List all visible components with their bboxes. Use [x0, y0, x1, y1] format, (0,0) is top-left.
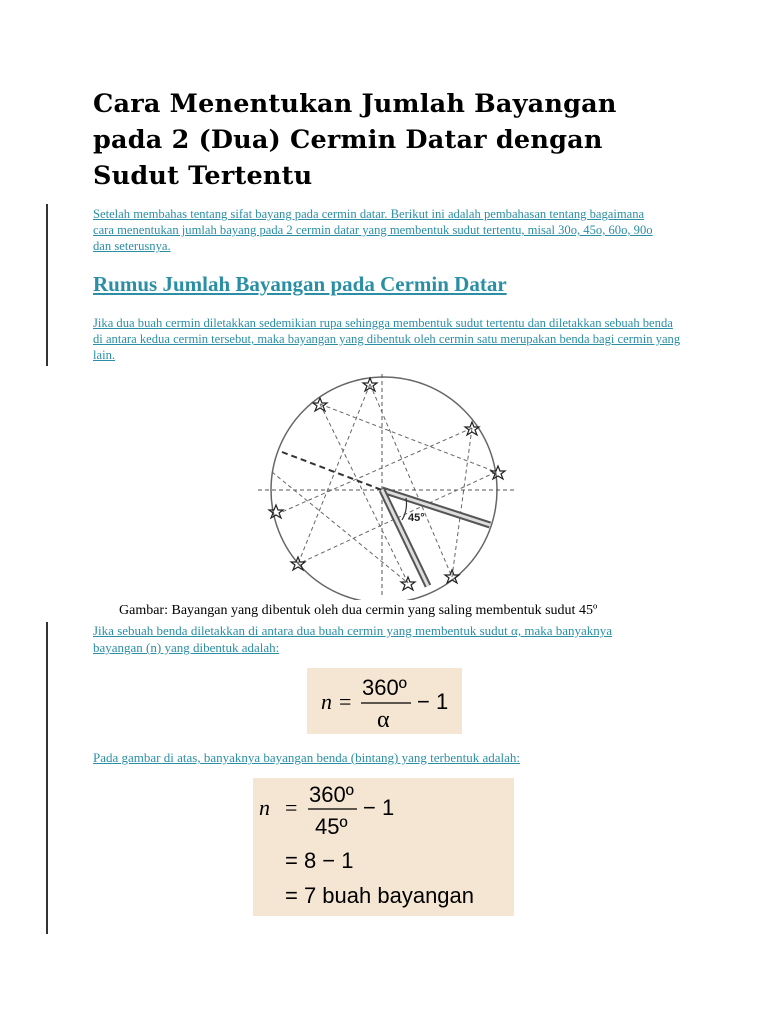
reflection-ray: [452, 428, 472, 577]
mirror-diagram-svg: [258, 372, 518, 600]
left-margin-marker: [46, 622, 48, 934]
reflection-rays: [272, 384, 496, 583]
section-paragraph-link[interactable]: Jika dua buah cermin diletakkan sedemikian rupa sehingga membentuk sudut tertentu dan diletakkan sebuah benda di antara kedua cermin tersebut, maka bayangan yang dibentuk oleh cermin satu merupakan benda bagi cermin yang lain.: [93, 316, 681, 362]
example-intro-link[interactable]: Pada gambar di atas, banyaknya bayangan benda (bintang) yang terbentuk adalah:: [93, 750, 521, 765]
general-formula-box: [307, 668, 462, 734]
formula-equals: =: [339, 689, 352, 714]
angle-arc: [402, 498, 407, 520]
page-title: Cara Menentukan Jumlah Bayangan pada 2 (Dua) Cermin Datar dengan Sudut Tertentu: [93, 89, 617, 191]
incident-ray: [282, 452, 382, 490]
formula-denominator: α: [377, 707, 390, 733]
reflection-ray: [282, 428, 472, 512]
formula-equals: =: [285, 795, 298, 820]
formula-minus-one: − 1: [363, 795, 395, 820]
reflection-ray: [298, 384, 370, 564]
formula-numerator: 360º: [309, 782, 354, 807]
star-icon: [269, 505, 283, 518]
mirror-diagram: [258, 372, 518, 605]
formula-n: n: [259, 795, 270, 820]
left-margin-marker: [46, 204, 48, 366]
formula-numerator: 360º: [362, 675, 407, 700]
intro-paragraph-link[interactable]: Setelah membahas tentang sifat bayang pada cermin datar. Berikut ini adalah pembahasan tentang bagaimana cara menentukan jumlah bayang pada 2 cermin datar yang membentuk sudut tertentu, misal 30o, 45o, 60o, 90o dan seterusnya.: [93, 207, 653, 253]
formula-step-two: = 8 − 1: [285, 848, 354, 873]
formula-minus-one: − 1: [417, 689, 449, 714]
reflection-ray: [320, 404, 496, 472]
section-heading-link[interactable]: Rumus Jumlah Bayangan pada Cermin Datar: [93, 272, 507, 296]
formula-n: n: [321, 689, 332, 714]
example-formula-box: [253, 778, 514, 916]
angle-label: 45°: [408, 512, 425, 524]
general-formula: [307, 668, 462, 734]
figure-caption: Gambar: Bayangan yang dibentuk oleh dua cermin yang saling membentuk sudut 45º: [119, 603, 598, 618]
formula-step-three: = 7 buah bayangan: [285, 883, 475, 908]
formula-denominator: 45º: [315, 814, 348, 839]
star-icon: [491, 466, 505, 479]
formula-intro-link[interactable]: Jika sebuah benda diletakkan di antara dua buah cermin yang membentuk sudut α, maka banyaknya bayangan (n) yang dibentuk adalah:: [93, 623, 613, 655]
example-formula: [253, 778, 514, 916]
